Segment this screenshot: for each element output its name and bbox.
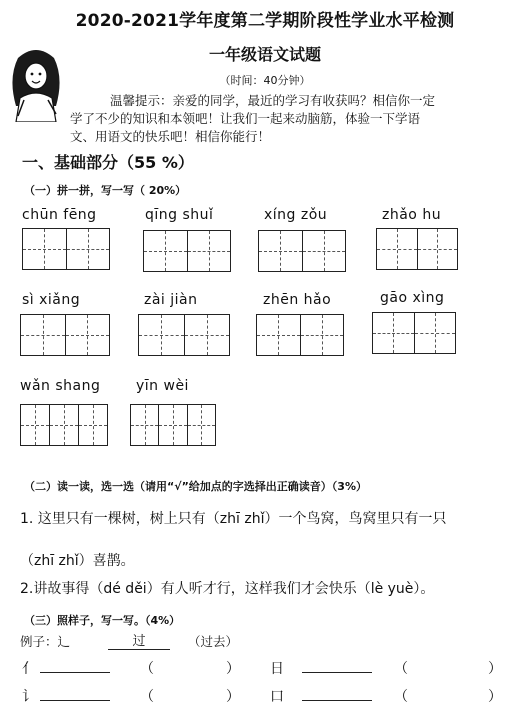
exam-time: （时间：40分钟） [219,74,311,87]
writing-box[interactable] [143,230,231,272]
answer-blank[interactable] [302,672,372,673]
writing-box[interactable] [258,230,346,272]
part-1-title: （一）拼一拼，写一写（ 20%） [24,184,187,197]
pinyin-label: xíng zǒu [264,207,328,223]
exam-title: 2020-2021学年度第二学期阶段性学业水平检测 [75,11,455,31]
example-note: （过去） [188,634,239,649]
example-label: 例子：辶 [20,634,71,649]
writing-box[interactable] [22,228,110,270]
answer-blank[interactable] [40,700,110,701]
paren-open: （ [140,661,154,677]
answer-blank[interactable] [302,700,372,701]
pinyin-label: gāo xìng [380,290,445,306]
question-1-line-2: （zhī zhǐ）喜鹊。 [20,553,135,569]
writing-box[interactable] [138,314,230,356]
radical-right: 日 [270,661,284,677]
pinyin-label: chūn fēng [22,207,97,223]
writing-box[interactable] [130,404,216,446]
tip-line-1: 温馨提示：亲爱的同学，最近的学习有收获吗？相信你一定 [110,93,436,108]
writing-box[interactable] [256,314,344,356]
pinyin-label: zài jiàn [144,292,198,308]
cartoon-girl-icon [6,48,66,122]
part-2-title: （二）读一读，选一选（请用“√”给加点的字选择出正确读音）（3%） [24,480,367,493]
section-title: 一、基础部分（55 %） [22,153,194,172]
radical-left: 亻 [22,661,36,677]
pinyin-label: zhēn hǎo [263,292,332,308]
answer-blank[interactable] [40,672,110,673]
question-2: 2.讲故事得（dé děi）有人听才行，这样我们才会快乐（lè yuè）。 [20,581,435,597]
example-answer: 过 [108,630,170,650]
question-1-line-1: 1. 这里只有一棵树，树上只有（zhī zhǐ）一个鸟窝，鸟窝里只有一只 [20,511,447,527]
part-3-title: （三）照样子，写一写。（4%） [24,614,181,627]
paren-open: （ [394,661,408,677]
paren-close: ） [488,661,502,677]
tip-line-3: 文、用语文的快乐吧！相信你能行！ [70,129,271,144]
paren-open: （ [394,689,408,705]
writing-box[interactable] [20,314,110,356]
writing-box[interactable] [376,228,458,270]
exam-subtitle: 一年级语文试题 [208,45,321,64]
tip-line-2: 学了不少的知识和本领吧！让我们一起来动脑筋，体验一下学语 [70,111,421,126]
pinyin-label: yīn wèi [136,378,189,394]
paren-close: ） [488,689,502,705]
pinyin-label: wǎn shang [20,378,101,394]
paren-close: ） [226,689,240,705]
writing-box[interactable] [372,312,456,354]
pinyin-label: sì xiǎng [22,292,81,308]
paren-open: （ [140,689,154,705]
paren-close: ） [226,661,240,677]
pinyin-label: zhǎo hu [382,207,442,223]
writing-box[interactable] [20,404,108,446]
pinyin-label: qīng shuǐ [145,207,214,223]
radical-right: 口 [270,689,284,705]
radical-left: 讠 [22,689,36,705]
